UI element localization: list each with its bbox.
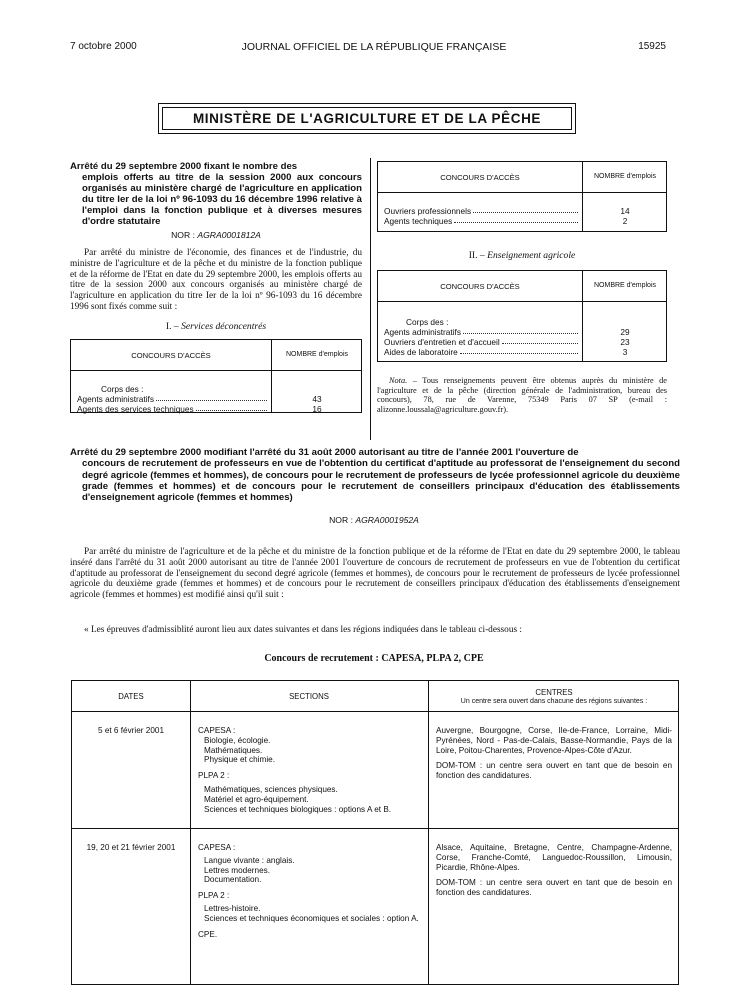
table-row: Agents administratifs <box>384 327 580 337</box>
col-dates-header: DATES <box>118 691 144 701</box>
cpe-label: CPE. <box>198 929 218 939</box>
nota <box>377 376 667 414</box>
table-services-deconcentres <box>70 339 362 413</box>
column-divider <box>370 158 371 440</box>
corps-label: Corps des : <box>101 384 144 394</box>
capesa-label: CAPESA : <box>198 843 236 852</box>
nor-label: NOR : <box>171 230 195 240</box>
plpa-label: PLPA 2 : <box>198 771 230 781</box>
row2-sections <box>198 843 424 939</box>
col-sections-header: SECTIONS <box>289 691 329 701</box>
col-concours-header: CONCOURS D'ACCÈS <box>131 350 211 360</box>
table-row: Agents administratifs <box>77 394 269 404</box>
arrete1-title-rest: emplois offerts au titre de la session 2000 aux concours organisés au ministère chargé de l'agriculture en application du titre Ier de la loi nº 96-1093 du 16 décembre 1996 relative à l'emploi dans la fonction publique et à diverses mesures d'ordre statutaire <box>82 172 362 227</box>
table-services-deconcentres-continued <box>377 161 667 232</box>
arrete2-title-rest: concours de recrutement de professeurs en vue de l'obtention du certificat d'aptitude au professorat de l'enseignement du second degré agricole (femmes et hommes), de concours pour le recrutement de professeurs de lycée professionnel agricole du deuxième grade (femmes et hommes) et de concours pour le recrutement de conseillers principaux d'éducation des établissements d'enseignement agricole (femmes et hommes) <box>82 458 680 504</box>
row1-date: 5 et 6 février 2001 <box>98 726 164 735</box>
col-nombre-header: NOMBRE d'emplois <box>285 351 349 359</box>
list-item: Mathématiques, sciences physiques. <box>204 784 338 794</box>
plpa-label: PLPA 2 : <box>198 891 230 901</box>
nota-text: Tous renseignements peuvent être obtenus auprès du ministère de l'agriculture et de la pêche (direction générale de l'administration, bureau des concours), 78, rue de Varenne, 75349 Paris 07 SP (e-mail : alizonne.loussala@agriculture.gouv.fr). <box>377 376 667 414</box>
arrete1-nor <box>70 230 362 240</box>
journal-title: JOURNAL OFFICIEL DE LA RÉPUBLIQUE FRANÇAISE <box>241 41 507 53</box>
row1-centres <box>436 726 672 781</box>
list-item: Matériel et agro-équipement. <box>204 794 309 804</box>
arrete1-block <box>70 161 362 338</box>
header-date: 7 octobre 2000 <box>70 41 137 52</box>
table-value: 43 <box>312 394 322 404</box>
table-row: Agents techniques <box>384 216 580 226</box>
table-row: Ouvriers d'entretien et d'accueil <box>384 337 580 347</box>
section2-title: Enseignement agricole <box>487 250 576 261</box>
list-item: Sciences et techniques biologiques : options A et B. <box>204 804 392 814</box>
arrete1-title <box>70 161 362 227</box>
row2-centres <box>436 843 672 898</box>
centres-subtitle: Un centre sera ouvert dans chacune des régions suivantes : <box>460 697 648 705</box>
list-item: Lettres modernes. <box>204 865 270 875</box>
row2-date: 19, 20 et 21 février 2001 <box>86 843 176 852</box>
nor-code: AGRA0001952A <box>355 515 419 525</box>
list-item: Documentation. <box>204 875 262 885</box>
list-item: Lettres-histoire. <box>204 903 261 913</box>
col-concours-header: CONCOURS D'ACCÈS <box>440 172 520 182</box>
corps-label: Corps des : <box>406 317 449 327</box>
table-row: Ouvriers professionnels <box>384 206 580 216</box>
list-item: Sciences et techniques économiques et sociales : option A. <box>204 913 419 923</box>
col-nombre-header: NOMBRE d'emplois <box>593 173 657 181</box>
section2-heading <box>377 250 667 261</box>
section1-num: I. – <box>165 320 179 332</box>
table-enseignement-agricole <box>377 270 667 362</box>
table-value: 23 <box>620 337 630 347</box>
list-item: Langue vivante : anglais. <box>204 855 295 865</box>
nor-code: AGRA0001812A <box>197 230 261 240</box>
list-item: Mathématiques. <box>204 745 263 755</box>
centres-title: CENTRES <box>535 687 573 697</box>
table-row: Agents des services techniques <box>77 404 269 414</box>
section1-title: Services déconcentrés <box>181 320 267 332</box>
arrete2-paragraph: Par arrêté du ministre de l'agriculture et de la pêche et du ministre de la fonction publique et de la réforme de l'Etat en date du 29 septembre 2000, le tableau inséré dans l'arrêté du 31 août 2000 autorisant au titre de l'année 2001 l'ouverture de concours de recrutement de professeurs en vue de l'obtention du certificat d'aptitude au professorat de l'enseignement du second degré agricole (femmes et hommes), de concours pour le recrutement de professeurs de lycée professionnel agricole du deuxième grade (femmes et hommes) et de concours pour le recrutement de conseillers principaux d'éducation des établissements d'enseignement agricole (femmes et hommes) est modifié ainsi qu'il suit : <box>70 547 680 601</box>
ministry-title: MINISTÈRE DE L'AGRICULTURE ET DE LA PÊCHE <box>162 107 572 130</box>
domtom-note: DOM-TOM : un centre sera ouvert en tant que de besoin en fonction des candidatures. <box>436 878 672 898</box>
domtom-note: DOM-TOM : un centre sera ouvert en tant que de besoin en fonction des candidatures. <box>436 761 672 781</box>
page-number: 15925 <box>638 41 666 52</box>
concours-title: Concours de recrutement : CAPESA, PLPA 2, CPE <box>264 653 484 664</box>
arrete2-title-first: Arrêté du 29 septembre 2000 modifiant l'arrêté du 31 août 2000 autorisant au titre de l'année 2001 l'ouverture de <box>70 447 579 458</box>
table-value: 2 <box>622 216 628 226</box>
concours-table <box>71 680 679 985</box>
list-item: Biologie, écologie. <box>204 735 271 745</box>
centres-regions: Auvergne, Bourgogne, Corse, Ile-de-France, Lorraine, Midi-Pyrénées, Nord - Pas-de-Calais, Basse-Normandie, Pays de la Loire, Poitou-Charentes, Provence-Alpes-Côte d'Azur. <box>436 726 672 755</box>
row1-sections <box>198 726 424 814</box>
section2-num: II. – <box>468 250 485 261</box>
list-item: Physique et chimie. <box>204 755 275 765</box>
table-value: 3 <box>622 347 628 357</box>
arrete2-title <box>70 447 680 503</box>
nor-label: NOR : <box>329 515 353 525</box>
section1-heading <box>70 321 362 332</box>
col-centres-header <box>428 681 680 711</box>
arrete1-paragraph: Par arrêté du ministre de l'économie, des finances et de l'industrie, du ministre de l'agriculture et de la pêche et du ministre de la fonction publique et de la réforme de l'Etat en date du 29 septembre 2000, les emplois offerts au titre de la session 2000 aux concours organisés au ministère chargé de l'agriculture en application du titre Ier de la loi nº 96-1093 du 16 décembre 1996 sont fixés comme suit : <box>70 248 362 312</box>
table-value: 14 <box>620 206 630 216</box>
arrete1-title-first: Arrêté du 29 septembre 2000 fixant le nombre des <box>70 161 298 172</box>
table-value: 16 <box>312 404 322 414</box>
arrete2-nor <box>0 515 748 525</box>
table-value: 29 <box>620 327 630 337</box>
centres-regions: Alsace, Aquitaine, Bretagne, Centre, Champagne-Ardenne, Corse, Franche-Comté, Languedoc-Roussillon, Limousin, Picardie, Rhône-Alpes. <box>436 843 672 872</box>
nota-label: Nota. – <box>389 376 417 385</box>
capesa-label: CAPESA : <box>198 726 236 735</box>
ministry-banner <box>158 103 576 134</box>
arrete2-quote: « Les épreuves d'admissiblité auront lieu aux dates suivantes et dans les régions indiquées dans le tableau ci-dessous : <box>84 625 523 635</box>
table-row: Aides de laboratoire <box>384 347 580 357</box>
col-nombre-header: NOMBRE d'emplois <box>593 282 657 290</box>
col-concours-header: CONCOURS D'ACCÈS <box>440 281 520 291</box>
